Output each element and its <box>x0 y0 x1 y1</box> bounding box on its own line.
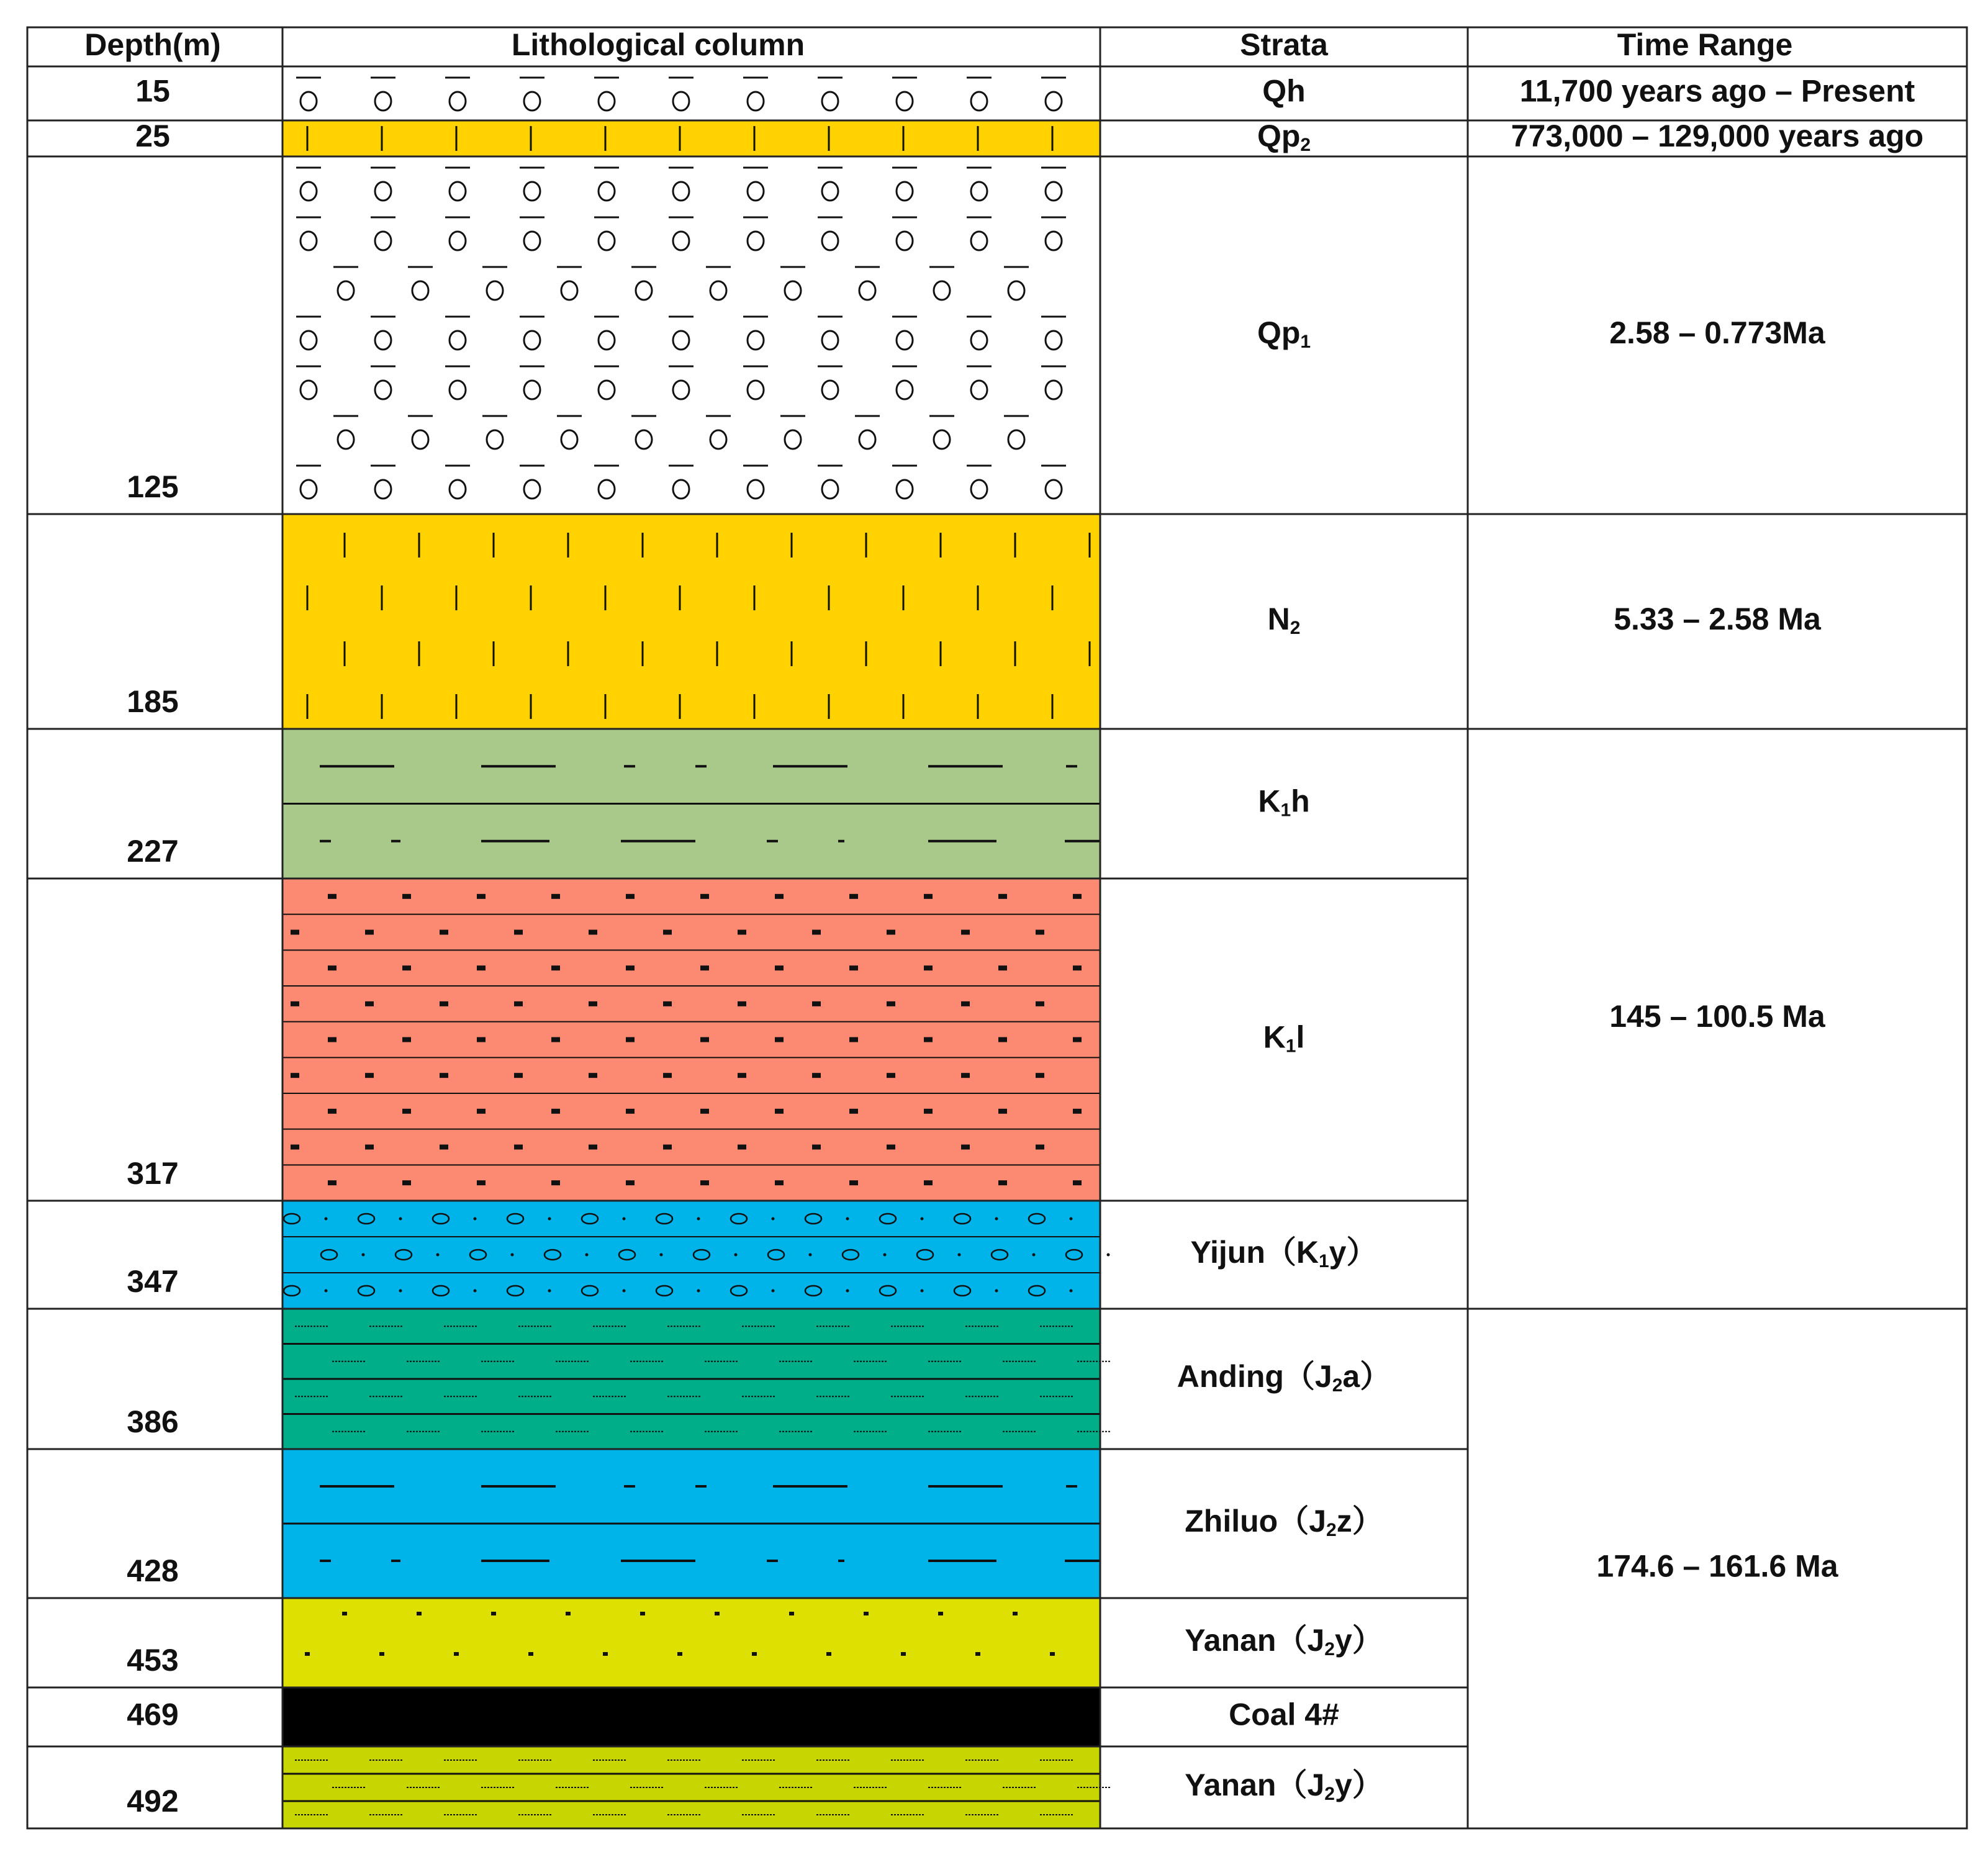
strata-label: $K_1h$ <box>1258 784 1310 821</box>
header-depth: Depth(m) <box>84 27 221 63</box>
header-time-range: Time Range <box>1617 27 1793 63</box>
time-range-label: 5.33 – 2.58 Ma <box>1614 602 1821 637</box>
layer-fill-492 <box>282 1746 1100 1828</box>
depth-label: 25 <box>135 119 170 154</box>
strata-label: $Qp_1$ <box>1257 315 1311 352</box>
strata-label: $K_1l$ <box>1263 1019 1305 1057</box>
time-range-label: 773,000 – 129,000 years ago <box>1511 119 1924 154</box>
header-strata: Strata <box>1240 27 1328 63</box>
strata-label: Coal 4# <box>1229 1697 1339 1732</box>
layer-fill-125 <box>282 156 1100 514</box>
header-lithology: Lithological column <box>511 27 805 63</box>
depth-label: 492 <box>127 1784 179 1819</box>
strata-label: $Qp_2$ <box>1257 119 1311 155</box>
depth-label: 347 <box>127 1264 179 1299</box>
strata-label: $Yanan(J_2y)$ <box>1185 1623 1383 1660</box>
depth-label: 125 <box>127 469 179 505</box>
depth-label: 227 <box>127 834 179 869</box>
strata-label: $Yanan(J_2y)$ <box>1185 1768 1383 1804</box>
time-range-label: 174.6 – 161.6 Ma <box>1596 1548 1838 1584</box>
time-range-label: 145 – 100.5 Ma <box>1609 999 1825 1034</box>
time-range-label: 11,700 years ago – Present <box>1519 73 1915 109</box>
strata-label: $Anding(J_2a)$ <box>1177 1359 1391 1396</box>
depth-label: 15 <box>135 73 170 109</box>
strata-label: $Yijun(K_1y)$ <box>1190 1235 1378 1272</box>
strata-label: $N_2$ <box>1267 602 1301 638</box>
depth-label: 185 <box>127 684 179 720</box>
layer-fill-453 <box>282 1598 1100 1687</box>
layer-fill-347 <box>282 1201 1100 1309</box>
strata-label: Qh <box>1262 73 1306 109</box>
depth-label: 453 <box>127 1643 179 1678</box>
strata-label: $Zhiluo(J_2z)$ <box>1185 1504 1383 1540</box>
depth-label: 469 <box>127 1697 179 1732</box>
layer-fill-15 <box>282 66 1100 120</box>
depth-label: 317 <box>127 1156 179 1191</box>
depth-label: 428 <box>127 1553 179 1589</box>
time-range-label: 2.58 – 0.773Ma <box>1609 315 1825 351</box>
depth-label: 386 <box>127 1404 179 1440</box>
layer-fill-469 <box>282 1687 1100 1746</box>
